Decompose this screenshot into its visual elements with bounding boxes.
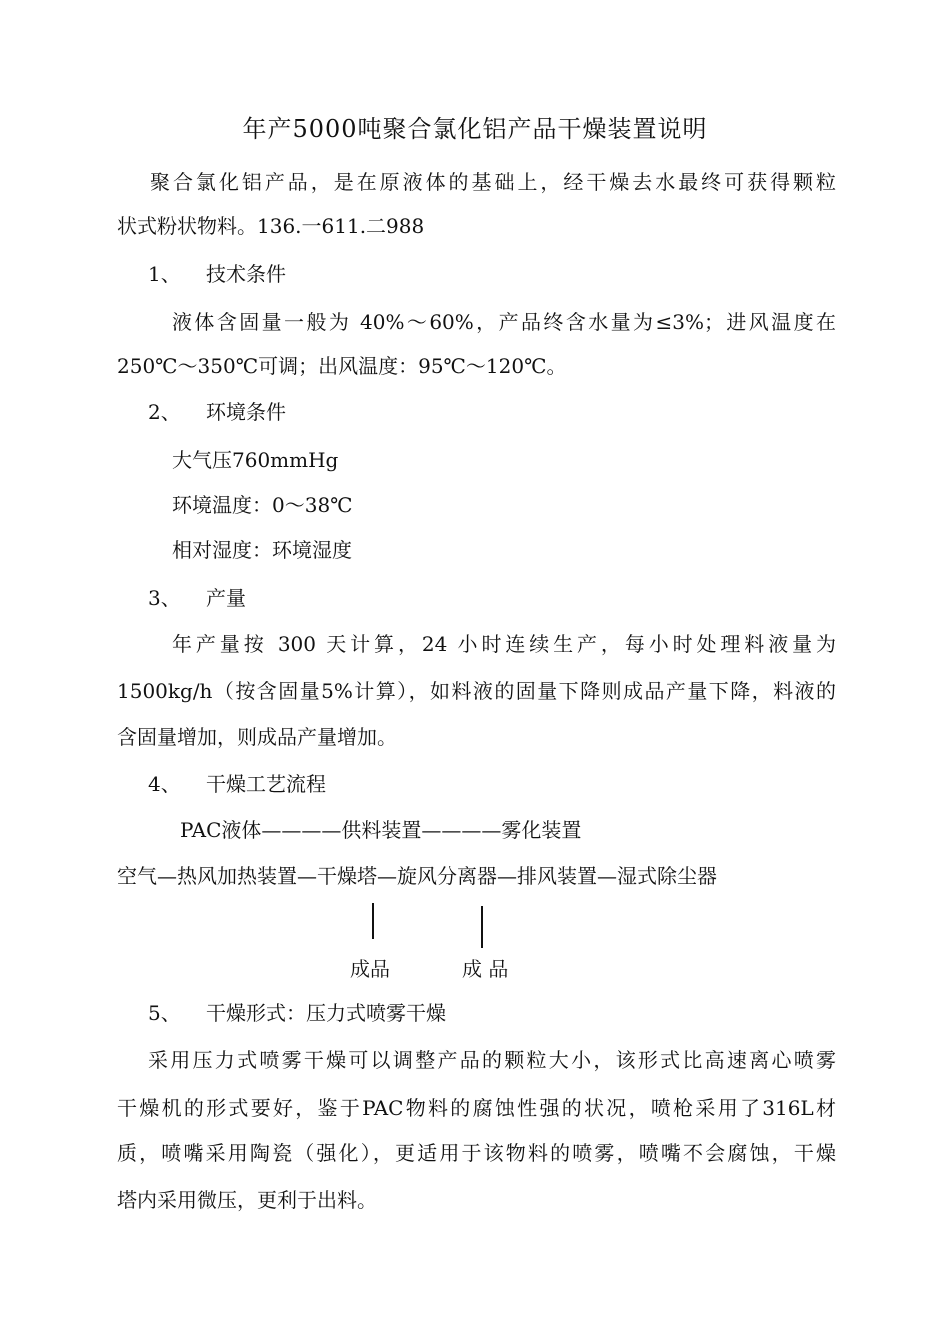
section-3-line-3: 含固量增加，则成品产量增加。: [117, 725, 397, 749]
section-3-number: 3、: [148, 586, 181, 610]
intro-line-2: 状式粉状物料。136.一611.二988: [117, 214, 425, 238]
product-connector-1: [372, 903, 374, 939]
document-title: 年产5000吨聚合氯化铝产品干燥装置说明: [242, 115, 708, 143]
product-connector-2: [481, 906, 483, 948]
product-label-2: 成 品: [462, 957, 509, 981]
section-1-line-1: 液体含固量一般为 40%～60%，产品终含水量为≤3%；进风温度在: [172, 310, 836, 334]
section-2-number: 2、: [148, 400, 181, 424]
section-1-number: 1、: [148, 262, 181, 286]
section-1-line-2: 250℃～350℃可调；出风温度：95℃～120℃。: [117, 354, 567, 378]
section-2-heading: [148, 400, 286, 424]
env-temperature: 环境温度：0～38℃: [172, 493, 353, 517]
section-5-title: 干燥形式：压力式喷雾干燥: [206, 1001, 446, 1025]
section-4-heading: [148, 772, 326, 796]
section-5-number: 5、: [148, 1001, 181, 1025]
intro-line-1: 聚合氯化铝产品，是在原液体的基础上，经干燥去水最终可获得颗粒: [150, 170, 836, 194]
section-5-line-2: 干燥机的形式要好，鉴于PAC物料的腐蚀性强的状况，喷枪采用了316L材: [117, 1096, 836, 1120]
section-5-heading: [148, 1001, 446, 1025]
section-3-title: 产量: [206, 586, 246, 610]
flow-air-line: 空气—热风加热装置—干燥塔—旋风分离器—排风装置—湿式除尘器: [117, 864, 717, 888]
section-5-line-4: 塔内采用微压，更利于出料。: [117, 1188, 377, 1212]
section-2-title: 环境条件: [206, 400, 286, 424]
section-3-line-1: 年产量按 300 天计算，24 小时连续生产，每小时处理料液量为: [172, 632, 836, 656]
section-3-line-2: 1500kg/h（按含固量5%计算），如料液的固量下降则成品产量下降，料液的: [117, 679, 836, 703]
flow-liquid-line: PAC液体————供料装置————雾化装置: [180, 818, 582, 842]
section-5-line-3: 质，喷嘴采用陶瓷（强化），更适用于该物料的喷雾，喷嘴不会腐蚀，干燥: [117, 1141, 836, 1165]
section-1-title: 技术条件: [206, 262, 286, 286]
env-humidity: 相对湿度：环境湿度: [172, 538, 352, 562]
section-1-heading: [148, 262, 286, 286]
product-label-1: 成品: [350, 957, 390, 981]
section-5-line-1: 采用压力式喷雾干燥可以调整产品的颗粒大小，该形式比高速离心喷雾: [148, 1048, 836, 1072]
section-4-title: 干燥工艺流程: [206, 772, 326, 796]
section-3-heading: [148, 586, 246, 610]
env-pressure: 大气压760mmHg: [172, 448, 339, 472]
section-4-number: 4、: [148, 772, 181, 796]
